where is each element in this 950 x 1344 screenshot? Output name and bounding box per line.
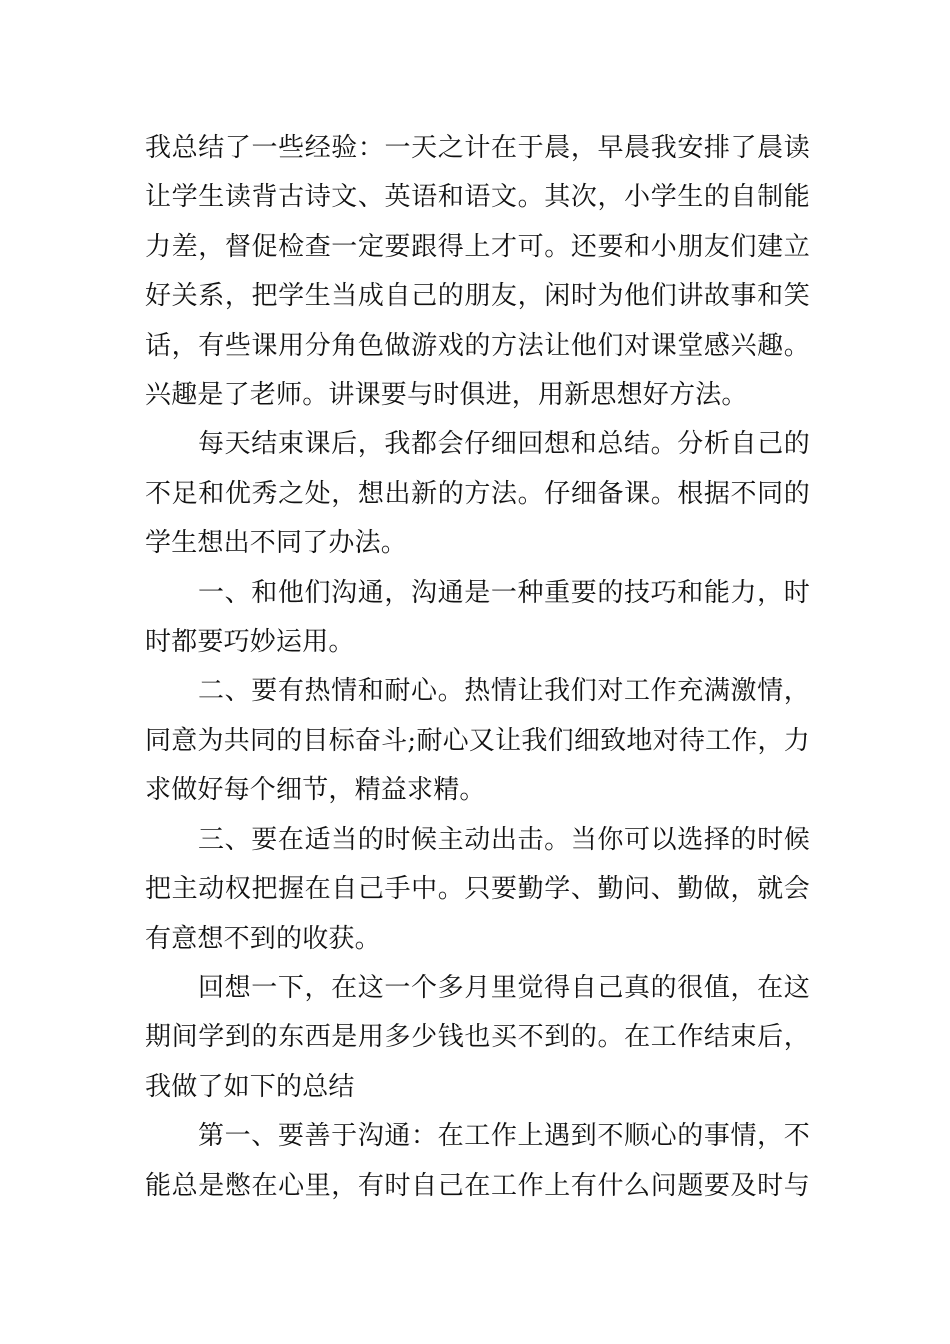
text-line: 期间学到的东西是用多少钱也买不到的。在工作结束后，: [145, 1022, 810, 1053]
text-line-indented: 每天结束课后，我都会仔细回想和总结。分析自己的: [198, 429, 810, 460]
text-line: 求做好每个细节，精益求精。: [145, 775, 486, 806]
text-line: 不足和优秀之处，想出新的方法。仔细备课。根据不同的: [145, 478, 810, 509]
text-line: 同意为共同的目标奋斗;耐心又让我们细致地对待工作，力: [145, 725, 810, 756]
text-line: 兴趣是了老师。讲课要与时俱进，用新思想好方法。: [145, 380, 748, 411]
paragraph-1: [145, 124, 810, 420]
paragraph-6: [145, 964, 810, 1112]
text-line: 有意想不到的收获。: [145, 923, 381, 954]
text-line: 能总是憋在心里，有时自己在工作上有什么问题要及时与: [145, 1170, 810, 1201]
text-line: 我做了如下的总结: [145, 1071, 355, 1102]
text-line-indented: 三、要在适当的时候主动出击。当你可以选择的时候: [198, 824, 810, 855]
text-line: 时都要巧妙运用。: [145, 627, 355, 658]
document-body: [145, 124, 810, 1211]
text-line: 让学生读背古诗文、英语和语文。其次，小学生的自制能: [145, 182, 810, 213]
text-line: 学生想出不同了办法。: [145, 528, 408, 559]
text-line-indented: 回想一下，在这一个多月里觉得自己真的很值，在这: [198, 972, 810, 1003]
paragraph-4: [145, 667, 810, 815]
paragraph-5: [145, 816, 810, 964]
paragraph-7: [145, 1112, 810, 1211]
text-line-indented: 第一、要善于沟通：在工作上遇到不顺心的事情，不: [198, 1121, 810, 1152]
text-line: 把主动权把握在自己手中。只要勤学、勤问、勤做，就会: [145, 874, 810, 905]
text-line-indented: 一、和他们沟通，沟通是一种重要的技巧和能力，时: [198, 577, 810, 608]
paragraph-2: [145, 420, 810, 568]
text-line-indented: 二、要有热情和耐心。热情让我们对工作充满激情，: [198, 676, 810, 707]
text-line: 好关系，把学生当成自己的朋友，闲时为他们讲故事和笑: [145, 281, 810, 312]
text-line: 我总结了一些经验：一天之计在于晨，早晨我安排了晨读: [145, 133, 810, 163]
text-line: 力差，督促检查一定要跟得上才可。还要和小朋友们建立: [145, 231, 810, 262]
text-line: 话，有些课用分角色做游戏的方法让他们对课堂感兴趣。: [145, 330, 810, 361]
paragraph-3: [145, 569, 810, 668]
